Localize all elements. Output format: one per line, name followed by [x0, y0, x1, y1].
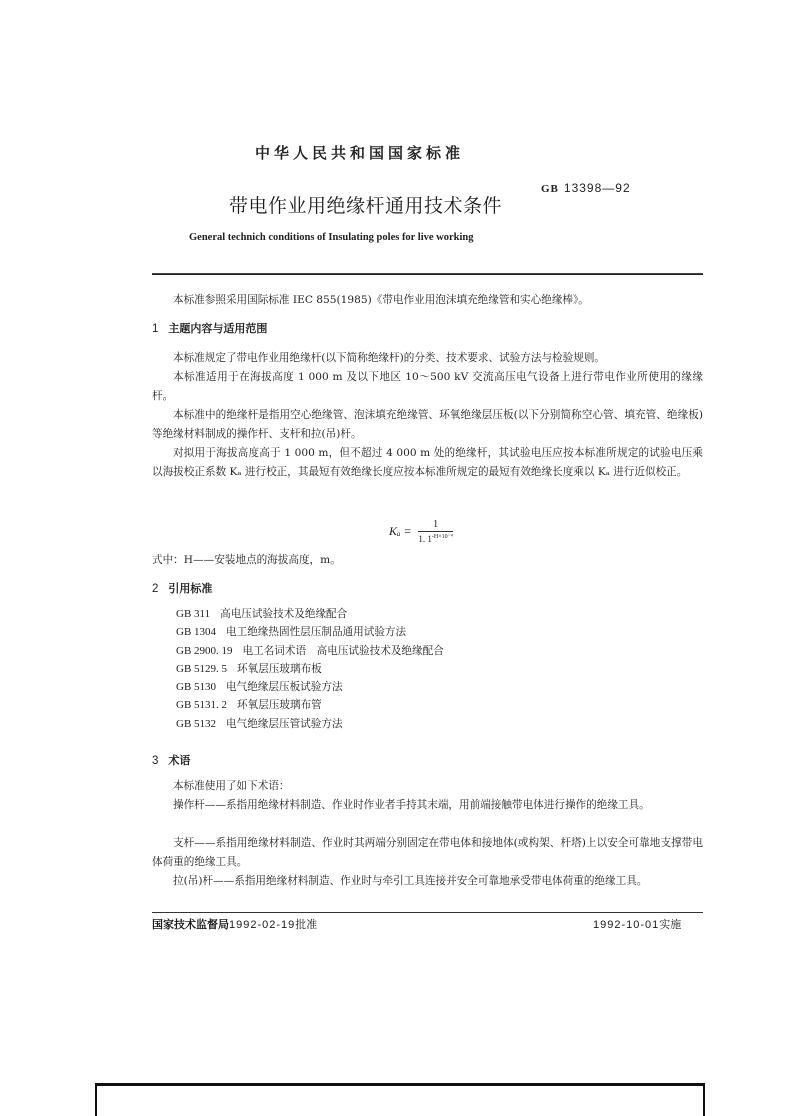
formula-numerator: 1 [418, 519, 452, 532]
reference-item [176, 624, 444, 642]
reference-name: 电工名词术语 高电压试验技术及绝缘配合 [242, 644, 444, 657]
reference-item [176, 697, 444, 715]
reference-item [176, 606, 444, 624]
section-title: 术语 [168, 754, 191, 767]
approval-info [152, 916, 317, 932]
document-title-cn: 带电作业用绝缘杆通用技术条件 [229, 195, 503, 217]
approval-org: 国家技术监督局 [152, 918, 229, 931]
formula-denominator-base: 1. 1 [418, 534, 432, 544]
reference-code: GB 1304 [176, 626, 217, 639]
section-title: 引用标准 [168, 582, 213, 595]
implementation-info [593, 916, 681, 932]
reference-item [176, 661, 444, 679]
section-title: 主题内容与适用范围 [168, 322, 268, 335]
altitude-correction-formula [389, 519, 453, 544]
reference-code: GB 5132 [176, 717, 217, 730]
formula-fraction [418, 519, 452, 544]
standard-number: 13398—92 [563, 181, 631, 195]
section-number: 2 [152, 583, 159, 595]
formula-exponent: -H×10⁻⁴ [431, 534, 453, 540]
implementation-action: 实施 [659, 918, 682, 931]
reference-name: 电气绝缘层压管试验方法 [226, 717, 343, 730]
reference-item [176, 679, 444, 697]
section-number: 3 [152, 755, 159, 767]
reference-list [176, 606, 444, 734]
intro-paragraph: 本标准参照采用国际标准 IEC 855(1985)《带电作业用泡沫填充绝缘管和实心绝缘棒》。 [173, 294, 589, 306]
section3-paragraph: 本标准使用了如下术语： [173, 780, 290, 792]
term-definition: 操作杆——系指用绝缘材料制造、作业时作业者手持其末端，用前端接触带电体进行操作的绝缘工具。 [173, 799, 650, 811]
reference-name: 环氧层压玻璃布板 [237, 662, 322, 675]
next-page-frame [95, 1083, 705, 1116]
section1-paragraph: 本标准规定了带电作业用绝缘杆(以下简称绝缘杆)的分类、技术要求、试验方法与检验规则。 [173, 352, 606, 364]
national-standard-label: 中华人民共和国国家标准 [255, 144, 465, 162]
term-definition: 拉(吊)杆——系指用绝缘材料制造、作业时与牵引工具连接并安全可靠地承受带电体荷重的绝缘工具。 [173, 875, 648, 887]
reference-code: GB 5130 [176, 681, 217, 694]
reference-code: GB 2900. 19 [176, 644, 233, 657]
reference-code: GB 311 [176, 608, 211, 620]
formula-lhs: Kₐ = [389, 524, 412, 538]
reference-name: 电气绝缘层压板试验方法 [226, 681, 343, 694]
reference-item [176, 643, 444, 661]
implementation-date: 1992-10-01 [593, 919, 660, 931]
standard-prefix: GB [541, 183, 559, 195]
section-heading-1 [152, 320, 267, 336]
reference-code: GB 5129. 5 [176, 662, 228, 675]
reference-name: 高电压试验技术及绝缘配合 [220, 608, 348, 620]
standard-code [541, 181, 631, 195]
reference-name: 电工绝缘热固性层压制品通用试验方法 [226, 626, 407, 639]
section-number: 1 [152, 323, 159, 335]
formula-denominator [418, 532, 452, 544]
section1-paragraph: 本标准适用于在海拔高度 1 000 m 及以下地区 10～500 kV 交流高压电气设备上进行带电作业所使用的缘缘杆。 [152, 371, 703, 402]
reference-item [176, 716, 444, 734]
section1-paragraph: 本标准中的绝缘杆是指用空心绝缘管、泡沫填充绝缘管、环氧绝缘层压板(以下分别简称空心管、填充管、绝缘板)等绝缘材料制成的操作杆、支杆和拉(吊)杆。 [152, 409, 703, 440]
reference-name: 环氧层压玻璃布管 [237, 699, 322, 712]
header-divider [152, 273, 703, 275]
document-title-en: General technich conditions of Insulating poles for live working [189, 232, 474, 243]
section-heading-3 [152, 752, 190, 768]
reference-code: GB 5131. 2 [176, 699, 228, 712]
section-heading-2 [152, 580, 212, 596]
formula-note: 式中：H——安装地点的海拔高度，m。 [152, 554, 341, 566]
approval-date: 1992-02-19 [229, 919, 296, 931]
term-definition: 支杆——系指用绝缘材料制造、作业时其两端分别固定在带电体和接地体(或构架、杆塔)上以安全可靠地支撑带电体荷重的绝缘工具。 [152, 837, 703, 868]
footer-divider [152, 912, 703, 913]
approval-action: 批准 [295, 918, 318, 931]
section1-paragraph: 对拟用于海拔高度高于 1 000 m，但不超过 4 000 m 处的绝缘杆，其试验电压应按本标准所规定的试验电压乘以海拔校正系数 Kₐ 进行校正，其最短有效绝缘长度应按本标准所规定的最短有效绝缘长度乘以 Kₐ 进行近似校正。 [152, 447, 703, 478]
